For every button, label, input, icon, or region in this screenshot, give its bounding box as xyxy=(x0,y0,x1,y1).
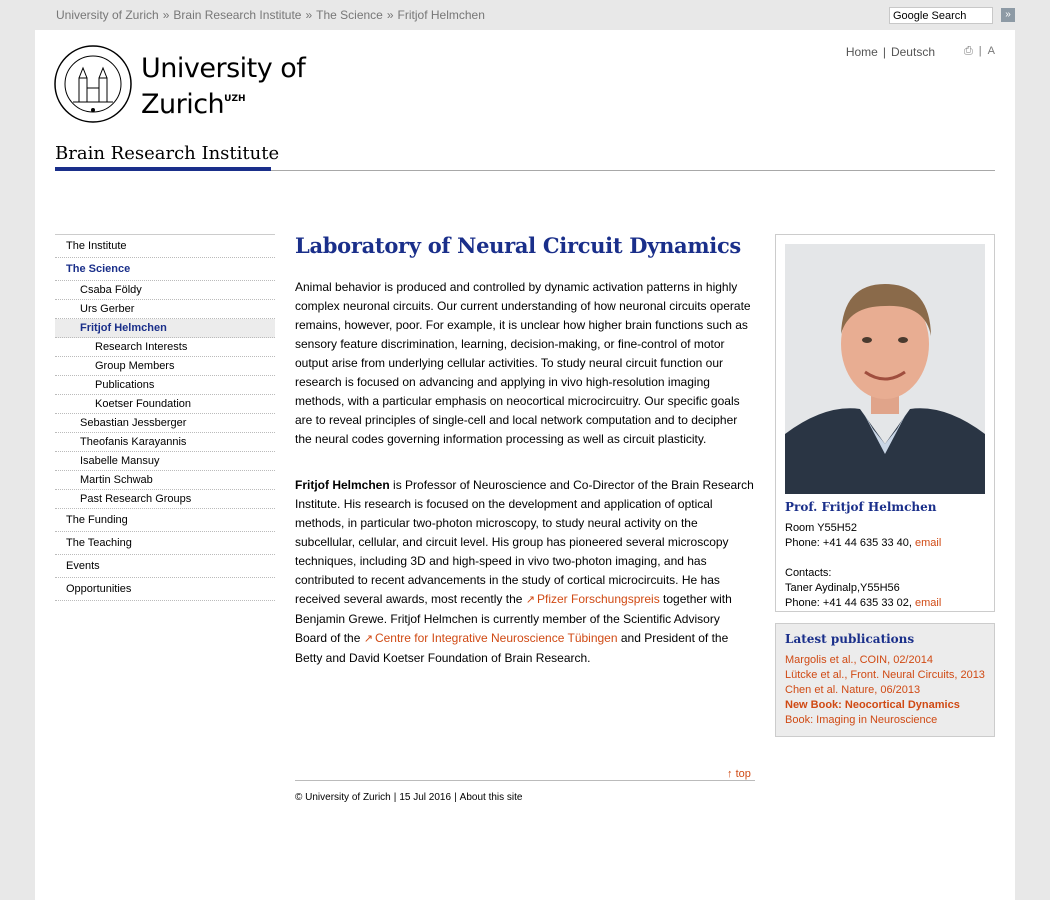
nav-item-events[interactable]: Events xyxy=(55,555,275,578)
sidebar-nav xyxy=(55,234,275,601)
search-button[interactable] xyxy=(1001,8,1015,22)
nav-subitem[interactable]: Martin Schwab xyxy=(55,471,275,490)
publication-link[interactable]: New Book: Neocortical Dynamics xyxy=(785,699,960,711)
breadcrumb-item[interactable]: Brain Research Institute xyxy=(173,8,302,22)
copyright: © University of Zurich xyxy=(295,792,391,803)
nav-subitem[interactable]: Csaba Földy xyxy=(55,281,275,300)
publications-box xyxy=(775,623,995,737)
breadcrumb-separator: » xyxy=(386,8,394,22)
profile-card xyxy=(775,234,995,612)
nav-item-institute[interactable]: The Institute xyxy=(55,235,275,258)
publication-link[interactable]: Lütcke et al., Front. Neural Circuits, 2013 xyxy=(785,669,985,681)
back-to-top-link[interactable]: ↑ top xyxy=(727,768,751,780)
nav-item-opportunities[interactable]: Opportunities xyxy=(55,578,275,601)
publication-link[interactable]: Book: Imaging in Neuroscience xyxy=(785,714,938,726)
contact-email-link[interactable]: email xyxy=(914,597,942,609)
publication-link[interactable]: Chen et al. Nature, 06/2013 xyxy=(785,684,921,696)
email-link[interactable]: email xyxy=(914,537,942,549)
nav-subsubitem[interactable]: Koetser Foundation xyxy=(55,395,275,414)
page xyxy=(35,30,1015,900)
profile-room: Room Y55H52 xyxy=(785,522,857,534)
breadcrumb-current: Fritjof Helmchen xyxy=(397,8,485,22)
portrait-photo xyxy=(785,244,985,494)
university-seal-icon[interactable] xyxy=(53,44,133,124)
breadcrumb-separator: » xyxy=(162,8,170,22)
publications-title: Latest publications xyxy=(785,632,915,646)
search-input[interactable] xyxy=(889,7,993,24)
about-link[interactable]: About this site xyxy=(459,792,523,803)
nav-item-teaching[interactable]: The Teaching xyxy=(55,532,275,555)
utility-separator: | xyxy=(978,45,982,57)
bio-text-2: together with Benjamin Grewe. Fritjof Helmchen is currently member of the Scientific Advisory Board of the xyxy=(295,592,732,645)
language-link[interactable]: Deutsch xyxy=(890,45,935,59)
external-link-icon: ↗ xyxy=(363,633,373,645)
main-content xyxy=(295,234,755,695)
contact-phone: Phone: +41 44 635 33 02, email xyxy=(785,597,942,609)
breadcrumb-item[interactable]: University of Zurich xyxy=(56,8,159,22)
nav-subitem[interactable]: Theofanis Karayannis xyxy=(55,433,275,452)
page-title: Laboratory of Neural Circuit Dynamics xyxy=(295,233,741,258)
breadcrumb xyxy=(56,8,485,22)
nav-subitem-helmchen[interactable]: Fritjof Helmchen xyxy=(55,319,275,338)
footer-date: 15 Jul 2016 xyxy=(399,792,452,803)
print-icon[interactable]: ⎙ xyxy=(963,45,973,57)
nav-subsubitem[interactable]: Research Interests xyxy=(55,338,275,357)
utility-icons xyxy=(958,45,995,58)
external-link-icon: ↗ xyxy=(525,594,535,606)
institute-underline xyxy=(55,167,271,171)
home-link[interactable]: Home xyxy=(845,45,878,59)
pfizer-link[interactable]: ↗ Pfizer Forschungspreis xyxy=(525,592,660,606)
university-name[interactable] xyxy=(141,54,305,120)
nav-subitem[interactable]: Past Research Groups xyxy=(55,490,275,509)
utility-separator: | xyxy=(882,45,886,59)
footer-divider xyxy=(295,780,755,781)
profile-name: Prof. Fritjof Helmchen xyxy=(785,500,937,514)
top-bar xyxy=(0,0,1050,30)
profile-phone: Phone: +41 44 635 33 40, email xyxy=(785,537,942,549)
publication-link[interactable]: Margolis et al., COIN, 02/2014 xyxy=(785,654,933,666)
bio-name: Fritjof Helmchen xyxy=(295,478,390,492)
arrow-up-icon: ↑ xyxy=(727,768,733,780)
contact-person: Taner Aydinalp,Y55H56 xyxy=(785,582,900,594)
bio-text-3: and President of the Betty and David Koetser Foundation of Brain Research. xyxy=(295,631,729,665)
nav-subsubitem[interactable]: Group Members xyxy=(55,357,275,376)
science-subnav xyxy=(55,281,275,509)
footer-separator: | xyxy=(454,792,457,803)
institute-title[interactable]: Brain Research Institute xyxy=(55,143,280,164)
footer-separator: | xyxy=(393,792,397,803)
font-size-icon[interactable]: A xyxy=(987,45,995,57)
university-name-line1: University of xyxy=(141,53,306,84)
contacts-label: Contacts: xyxy=(785,567,832,579)
uzh-badge: UZH xyxy=(224,94,246,104)
bio-text-1: is Professor of Neuroscience and Co-Director of the Brain Research Institute. His research is focused on the development and application of optical methods, in particular two-photon microscopy, to study neural activity on the subcellular, cellular, and circuit level. His group has pioneered several microscopy techniques, including 3D and high-speed in vivo two-photon imaging, and has contributed to recent advancements in the study of cortical microcircuits. He has received several awards, most recently the xyxy=(295,478,754,606)
intro-paragraph: Animal behavior is produced and controlled by dynamic activation patterns in highly complex neuronal circuits. Our current understanding of how neuronal circuits operate remains, however, poor. For example, it is unclear how higher brain functions such as sensory feature discrimination, learning, decision-making, or fine-control of motor output arise from underlying cellular activities. To study neural circuit function our research is focused on advancing and applying in vivo high-resolution imaging methods, with a particular emphasis on neocortical microcircuitry. Our specific goals are to reveal principles of single-cell and local network computation and to decipher the neural codes governing information processing as well as circuit plasticity. xyxy=(295,280,751,446)
nav-subitem[interactable]: Sebastian Jessberger xyxy=(55,414,275,433)
nav-item-funding[interactable]: The Funding xyxy=(55,509,275,532)
nav-subitem[interactable]: Urs Gerber xyxy=(55,300,275,319)
cin-link[interactable]: ↗ Centre for Integrative Neuroscience Tübingen xyxy=(363,631,618,645)
nav-subitem[interactable]: Isabelle Mansuy xyxy=(55,452,275,471)
breadcrumb-separator: » xyxy=(305,8,313,22)
university-name-line2: Zurich$^{UZH}$ xyxy=(141,89,246,120)
utility-links xyxy=(846,45,935,59)
arrow-right-icon: » xyxy=(1005,9,1011,20)
nav-item-science[interactable]: The Science xyxy=(55,258,275,281)
footer xyxy=(295,792,522,803)
breadcrumb-item[interactable]: The Science xyxy=(316,8,383,22)
nav-subsubitem[interactable]: Publications xyxy=(55,376,275,395)
bio-paragraph xyxy=(295,476,755,668)
